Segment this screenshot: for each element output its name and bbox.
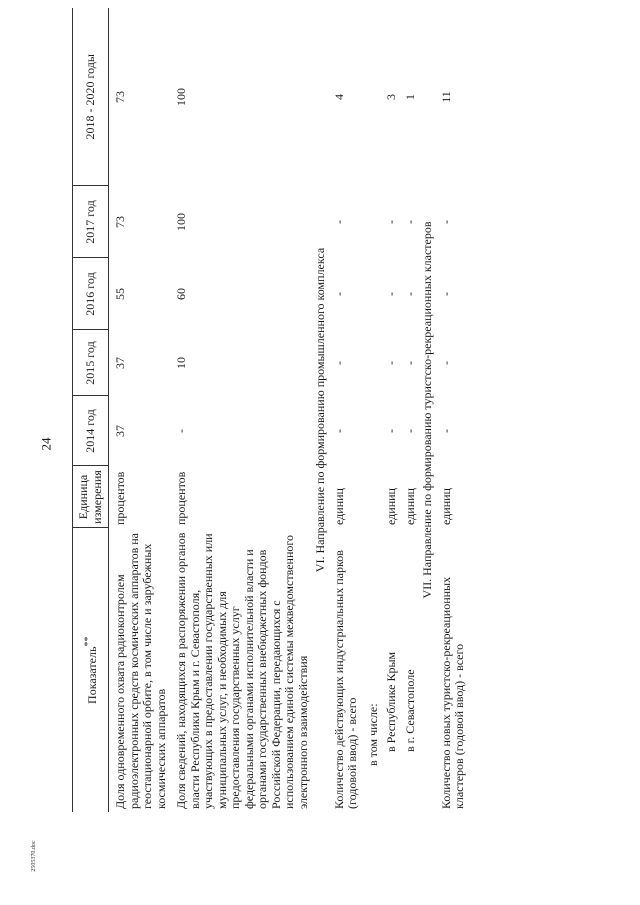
row-value-2017: -: [402, 220, 417, 224]
row-value-2015: 10: [174, 357, 188, 369]
row-value-2015: 37: [113, 357, 127, 369]
table-row: [401, 8, 420, 812]
row-value-2016: -: [331, 292, 346, 296]
row-value-2017: -: [438, 220, 453, 224]
row-value-2018-2020: 3: [384, 94, 398, 100]
row-value-2016: -: [402, 292, 417, 296]
row-value-2016: 55: [113, 288, 127, 300]
row-value-2016: 60: [174, 288, 188, 300]
section-heading: VI. Направление по формированию промышленного комплекса: [313, 247, 327, 573]
header-2018-2020: 2018 - 2020 годы: [73, 8, 109, 186]
table-row: [330, 8, 362, 812]
row-value-2014: -: [384, 429, 398, 433]
row-value-2015: -: [438, 361, 453, 365]
row-indicator: Количество новых туристско-рекреационных кластеров (годовой ввод) - всего: [438, 576, 466, 809]
row-value-2014: -: [438, 429, 453, 433]
row-unit: единиц: [331, 488, 346, 525]
header-unit: Единица измерения: [73, 466, 109, 528]
row-value-2017: -: [384, 220, 398, 224]
page-number: 24: [38, 437, 54, 451]
row-unit: единиц: [438, 488, 453, 525]
table-row: [364, 8, 383, 812]
row-indicator: Доля сведений, находящихся в распоряжении органов власти Республики Крым и г. Севастополя, участвующих в предоставлении государственных или муниципальных услуг, и необходимых для предоставления государственных услуг федеральными органами исполнительной власти и органами государственных внебюджетных фондов Российской Федерации, передающихся с использованием единой системы межведомственного электронного взаимодействия: [174, 532, 310, 809]
row-value-2014: 37: [113, 425, 127, 437]
row-value-2018-2020: 11: [438, 91, 453, 103]
row-value-2016: -: [384, 292, 398, 296]
table-row: [172, 8, 312, 812]
row-sublabel: в том числе:: [365, 703, 380, 766]
table-row: [111, 8, 170, 812]
row-value-2015: -: [402, 361, 417, 365]
row-value-2018-2020: 1: [402, 94, 417, 100]
section-heading-row: [419, 8, 437, 812]
header-indicator: Показатель**: [73, 528, 109, 812]
header-2016: 2016 год: [73, 258, 109, 330]
row-value-2018-2020: 100: [174, 88, 188, 106]
row-value-2015: -: [331, 361, 346, 365]
row-indicator: в Республике Крым: [384, 651, 398, 752]
table-row: [437, 8, 469, 812]
row-value-2017: 100: [174, 213, 188, 231]
header-2017: 2017 год: [73, 186, 109, 258]
section-heading-row: [312, 8, 330, 812]
row-unit: единиц: [402, 488, 417, 525]
indicators-table: [72, 8, 469, 812]
row-value-2018-2020: 4: [331, 94, 346, 100]
row-unit: процентов: [113, 471, 127, 525]
header-2014: 2014 год: [73, 396, 109, 466]
row-value-2017: -: [331, 220, 346, 224]
row-value-2014: -: [402, 429, 417, 433]
row-indicator: в г. Севастополе: [402, 669, 417, 752]
row-value-2016: -: [438, 292, 453, 296]
indicators-table-frame: [72, 8, 610, 812]
row-value-2014: -: [174, 429, 188, 433]
row-value-2015: -: [384, 361, 398, 365]
row-value-2018-2020: 73: [113, 91, 127, 103]
table-row: [382, 8, 401, 812]
header-2015: 2015 год: [73, 330, 109, 396]
row-unit: процентов: [174, 471, 188, 525]
row-indicator: Количество действующих индустриальных парков (годовой ввод) - всего: [331, 550, 359, 809]
row-value-2017: 73: [113, 216, 127, 228]
row-unit: единиц: [384, 488, 398, 525]
document-code: 2505370.doc: [31, 840, 37, 872]
section-heading: VII. Направление по формированию туристско-рекреационных кластеров: [420, 221, 434, 599]
row-indicator: Доля одновременного охвата радиоконтролем радиоэлектронных средств космических аппаратов на геостационарной орбите, в том числе и зарубежных космических аппаратов: [113, 532, 168, 809]
row-value-2014: -: [331, 429, 346, 433]
table-header-row: [73, 8, 109, 812]
